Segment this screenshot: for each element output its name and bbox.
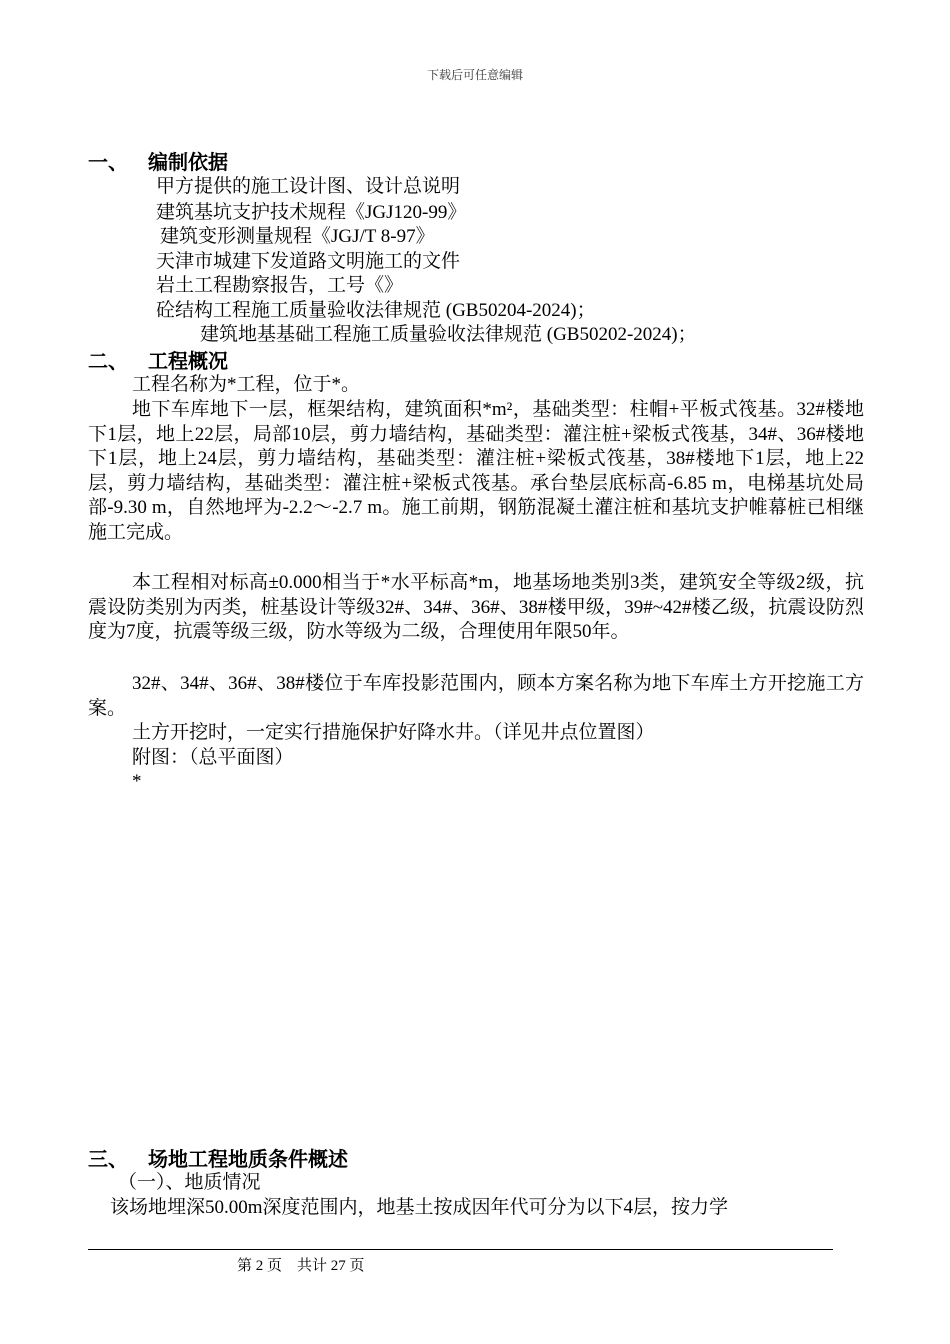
geology-subheading: （一）、地质情况 <box>118 1172 261 1193</box>
geology-text: 该场地埋深50.00m深度范围内，地基土按成因年代可分为以下4层，按力学 <box>110 1197 729 1218</box>
section-3-title: 场地工程地质条件概述 <box>148 1147 348 1171</box>
section-3-number: 三、 <box>88 1147 128 1171</box>
section-2-title: 工程概况 <box>148 349 228 373</box>
section-3-heading <box>88 1146 348 1172</box>
basis-item: 天津市城建下发道路文明施工的文件 <box>156 251 461 272</box>
overview-paragraph: 工程名称为*工程，位于*。 <box>132 374 361 395</box>
overview-paragraph: * <box>132 771 142 792</box>
section-1-number: 一、 <box>88 150 128 174</box>
basis-item: 岩土工程勘察报告，工号《》 <box>156 275 404 296</box>
section-1-heading <box>88 149 228 175</box>
basis-item: 甲方提供的施工设计图、设计总说明 <box>156 176 461 197</box>
overview-paragraph: 32#、34#、36#、38#楼位于车库投影范围内，顾本方案名称为地下车库土方开挖施工方案。 <box>88 673 864 719</box>
basis-item: 建筑变形测量规程《JGJ/T 8-97》 <box>160 226 435 247</box>
section-2-heading <box>88 348 228 374</box>
page-number: 第 2 页 共计 27 页 <box>237 1258 365 1274</box>
overview-paragraph: 附图：（总平面图） <box>132 747 294 768</box>
section-1-title: 编制依据 <box>148 150 228 174</box>
section-2-number: 二、 <box>88 349 128 373</box>
basis-item: 建筑基坑支护技术规程《JGJ120-99》 <box>156 202 467 223</box>
footer-divider <box>88 1249 833 1250</box>
overview-paragraph: 地下车库地下一层，框架结构，建筑面积*m²，基础类型：柱帽+平板式筏基。32#楼地下1层，地上22层，局部10层，剪力墙结构，基础类型：灌注桩+梁板式筏基，34#、36#楼地下1层，地上24层，剪力墙结构，基础类型：灌注桩+梁板式筏基，38#楼地下1层，地上22层，剪力墙结构，基础类型：灌注桩+梁板式筏基。承台垫层底标高-6.85 m，电梯基坑处局部-9.30 m，自然地坪为-2.2～-2.7 m。施工前期，钢筋混凝土灌注桩和基坑支护帷幕桩已相继施工完成。 <box>88 399 864 543</box>
overview-paragraph: 土方开挖时，一定实行措施保护好降水井。（详见井点位置图） <box>132 722 655 743</box>
basis-item: 砼结构工程施工质量验收法律规范 (GB50204-2024)； <box>156 300 596 321</box>
overview-paragraph: 本工程相对标高±0.000相当于*水平标高*m，地基场地类别3类，建筑安全等级2级，抗震设防类别为丙类，桩基设计等级32#、34#、36#、38#楼甲级，39#~42#楼乙级，抗震设防烈度为7度，抗震等级三级，防水等级为二级，合理使用年限50年。 <box>88 572 864 642</box>
basis-item: 建筑地基基础工程施工质量验收法律规范 (GB50202-2024)； <box>200 324 697 345</box>
header-note: 下载后可任意编辑 <box>426 68 523 82</box>
